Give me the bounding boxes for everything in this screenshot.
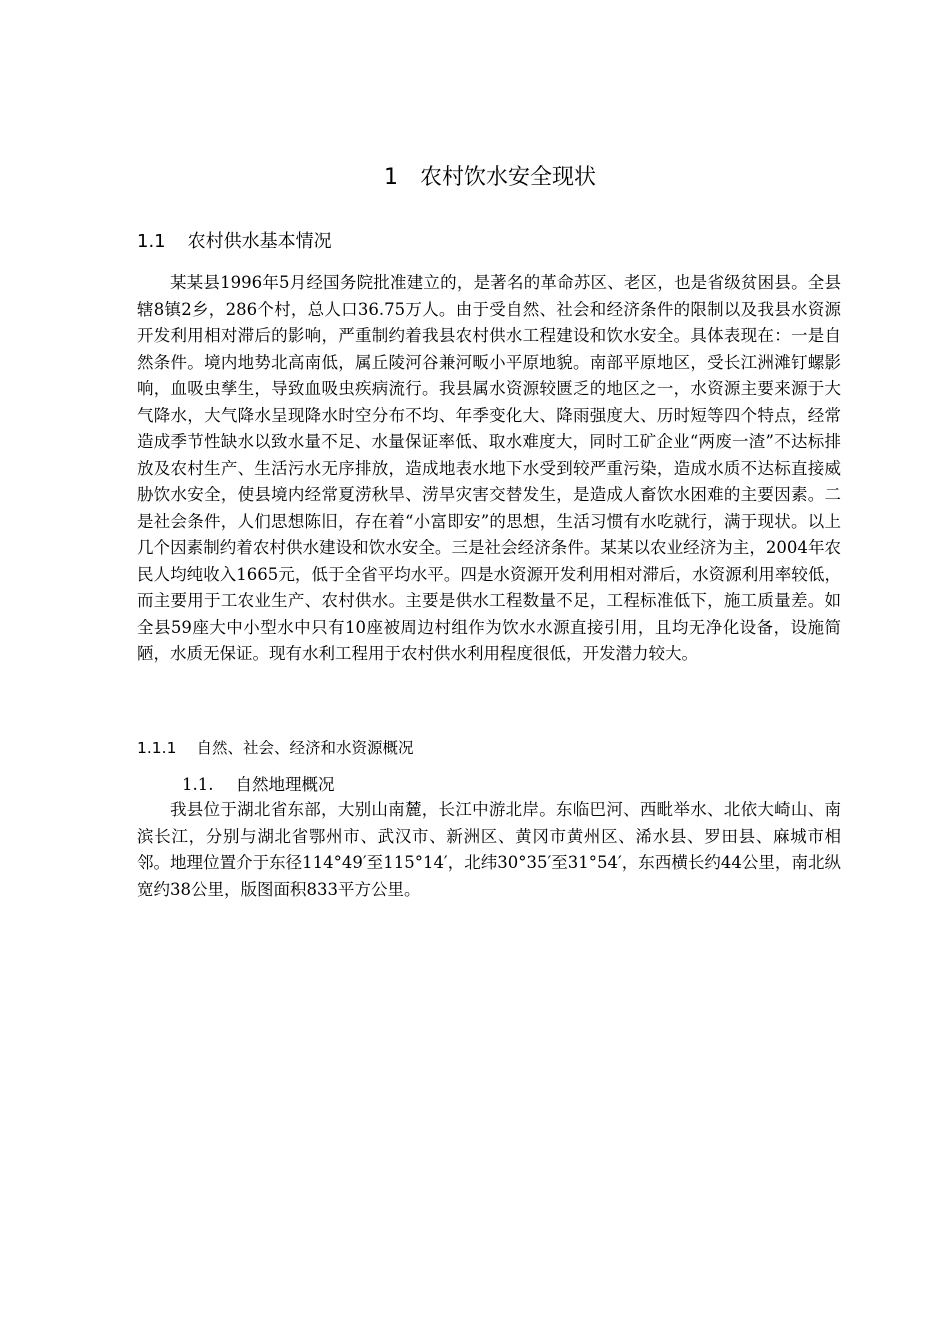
section-number: 1.1 (137, 231, 166, 252)
subsection-title (137, 737, 413, 759)
section-title (137, 230, 332, 254)
subsection-title-text: 自然、社会、经济和水资源概况 (196, 739, 414, 757)
subsubsection-title-text: 自然地理概况 (235, 775, 335, 794)
chapter-title-text: 农村饮水安全现状 (419, 165, 596, 190)
subsection-number: 1.1.1 (137, 739, 177, 757)
subsubsection-number: 1.1. (182, 775, 214, 794)
section-title-text: 农村供水基本情况 (187, 231, 332, 252)
chapter-title (0, 163, 950, 193)
body-paragraph: 某某县1996年5月经国务院批准建立的，是著名的革命苏区、老区，也是省级贫困县。全县辖8镇2乡，286个村，总人口36.75万人。由于受自然、社会和经济条件的限制以及我县水资源开发利用相对滞后的影响，严重制约着我县农村供水工程建设和饮水安全。具体表现在：一是自然条件。境内地势北高南低，属丘陵河谷兼河畈小平原地貌。南部平原地区，受长江洲滩钉螺影响，血吸虫孳生，导致血吸虫疾病流行。我县属水资源较匮乏的地区之一，水资源主要来源于大气降水，大气降水呈现降水时空分布不均、年季变化大、降雨强度大、历时短等四个特点，经常造成季节性缺水以致水量不足、水量保证率低、取水难度大，同时工矿企业“两废一渣”不达标排放及农村生产、生活污水无序排放，造成地表水地下水受到较严重污染，造成水质不达标直接威胁饮水安全，使县境内经常夏涝秋旱、涝旱灾害交替发生，是造成人畜饮水困难的主要因素。二是社会条件，人们思想陈旧，存在着“小富即安”的思想，生活习惯有水吃就行，满于现状。以上几个因素制约着农村供水建设和饮水安全。三是社会经济条件。某某以农业经济为主，2004年农民人均纯收入1665元，低于全省平均水平。四是水资源开发利用相对滞后，水资源利用率较低，而主要用于工农业生产、农村供水。主要是供水工程数量不足，工程标准低下，施工质量差。如全县59座大中小型水中只有10座被周边村组作为饮水水源直接引用，且均无净化设备，设施简陋，水质无保证。现有水利工程用于农村供水利用程度很低，开发潜力较大。 (137, 273, 841, 663)
body-paragraph: 我县位于湖北省东部，大别山南麓，长江中游北岸。东临巴河、西毗举水、北依大崎山、南滨长江，分别与湖北省鄂州市、武汉市、新洲区、黄冈市黄州区、浠水县、罗田县、麻城市相邻。地理位置介于东径114°49′至115°14′，北纬30°35′至31°54′，东西横长约44公里，南北纵宽约38公里，版图面积833平方公里。 (137, 800, 841, 899)
chapter-number: 1 (383, 165, 398, 190)
subsubsection-title (182, 773, 335, 797)
